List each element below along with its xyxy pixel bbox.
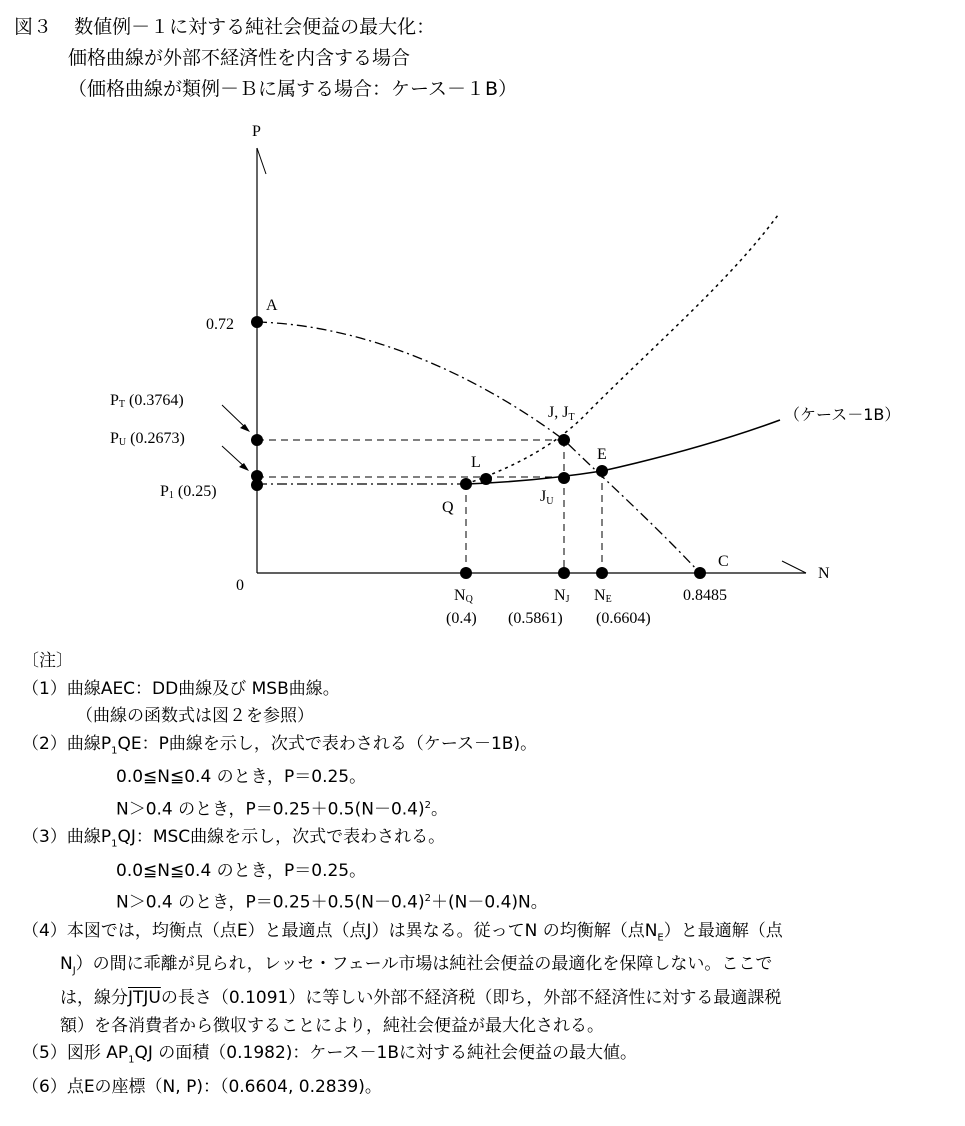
- point-ne: [596, 567, 608, 579]
- x-label-nj-value: (0.5861): [508, 610, 563, 627]
- notes-heading: 〔注〕: [22, 651, 73, 671]
- note-2: （2）曲線$P_1QE$：P曲線を示し，次式で表わされる（ケース－1B)。: [22, 733, 538, 756]
- label-e: E: [597, 446, 607, 463]
- figure-number: 図３: [14, 16, 53, 38]
- label-ju: JU: [540, 488, 554, 507]
- y-axis-arrow: [257, 148, 266, 174]
- title-line-3: （価格曲線が類例－Ｂに属する場合：ケース－１B）: [68, 78, 518, 100]
- note-3-line-1: 0.0≦N≦0.4 のとき，P＝0.25。: [116, 860, 367, 881]
- y-label-pt: PT (0.3764): [110, 392, 184, 410]
- curve-label-case-1b: （ケース－1B）: [784, 405, 901, 424]
- point-pu: [251, 434, 263, 446]
- y-label-pu: PU (0.2673): [110, 430, 185, 448]
- label-l: L: [471, 454, 481, 471]
- point-ju: [558, 472, 570, 484]
- note-5: （5）図形 $AP_1QJ$ の面積（0.1982)：ケース－1Bに対する純社会便益の最大値。: [22, 1043, 638, 1066]
- point-nj: [558, 567, 570, 579]
- point-jt: [558, 434, 570, 446]
- point-l: [480, 473, 492, 485]
- label-a: A: [266, 297, 278, 314]
- note-2-line-2: N＞0.4 のとき，$P=0.25+0.5(N-0.4)^2$。: [116, 799, 449, 820]
- point-c: [694, 567, 706, 579]
- curve-aec-dd-msb: [257, 322, 700, 573]
- point-e: [596, 465, 608, 477]
- point-p1: [251, 479, 263, 491]
- curve-p-solid: [466, 420, 780, 484]
- note-4-cont-1: $N_J$）の間に乖離が見られ，レッセ・フェール市場は純社会便益の最適化を保障しない。ここで: [60, 954, 773, 977]
- segment-jt-ju: JTJU: [128, 988, 161, 1009]
- pt-arrowhead: [240, 424, 250, 432]
- x-axis-label: N: [818, 565, 830, 582]
- note-1-sub: （曲線の函数式は図２を参照）: [76, 706, 314, 726]
- title-line-1: 図３ 数値例－１に対する純社会便益の最大化：: [14, 16, 436, 38]
- x-label-nq: NQ: [454, 587, 473, 605]
- note-4: （4）本図では，均衡点（点E）と最適点（点J）は異なる。従ってN の均衡解（点$N_E$）と最適解（点: [22, 920, 783, 943]
- x-label-nj: NJ: [554, 587, 570, 605]
- x-label-nq-value: (0.4): [446, 610, 477, 627]
- title-line-2: 価格曲線が外部不経済性を内含する場合: [68, 47, 411, 69]
- curve-msc-dotted: [466, 215, 778, 484]
- y-axis-label: P: [252, 123, 261, 140]
- notes-section: [22, 648, 952, 1102]
- note-4-cont-2: は，線分JTJUの長さ（0.1091）に等しい外部不経済税（即ち，外部不経済性に対する最適課税: [60, 988, 782, 1009]
- y-label-072: 0.72: [206, 316, 234, 333]
- label-c: C: [718, 553, 729, 570]
- x-axis-arrow: [782, 561, 806, 573]
- point-nq: [460, 567, 472, 579]
- label-q: Q: [442, 499, 454, 516]
- x-label-ne: NE: [594, 587, 612, 605]
- point-a: [251, 316, 263, 328]
- note-6: （6）点Eの座標（N, P)：（0.6604, 0.2839)。: [22, 1077, 382, 1098]
- note-3-line-2: N＞0.4 のとき，$P=0.25+0.5(N-0.4)^2+(N-0.4)N$。: [116, 893, 548, 914]
- note-1: （1）曲線AEC：DD曲線及び MSB曲線。: [22, 678, 340, 699]
- origin-label: 0: [236, 577, 244, 594]
- x-label-c-value: 0.8485: [683, 587, 727, 604]
- note-4-cont-3: 額）を各消費者から徴収することにより，純社会便益が最大化される。: [60, 1015, 604, 1036]
- pu-arrowhead: [239, 463, 249, 471]
- label-jt: J, JT: [548, 404, 575, 423]
- point-q: [460, 478, 472, 490]
- y-label-p1: P1 (0.25): [160, 483, 217, 501]
- note-2-line-1: 0.0≦N≦0.4 のとき，P＝0.25。: [116, 767, 367, 788]
- x-label-ne-value: (0.6604): [596, 610, 651, 627]
- note-3: （3）曲線$P_1QJ$：MSC曲線を示し，次式で表わされる。: [22, 827, 446, 850]
